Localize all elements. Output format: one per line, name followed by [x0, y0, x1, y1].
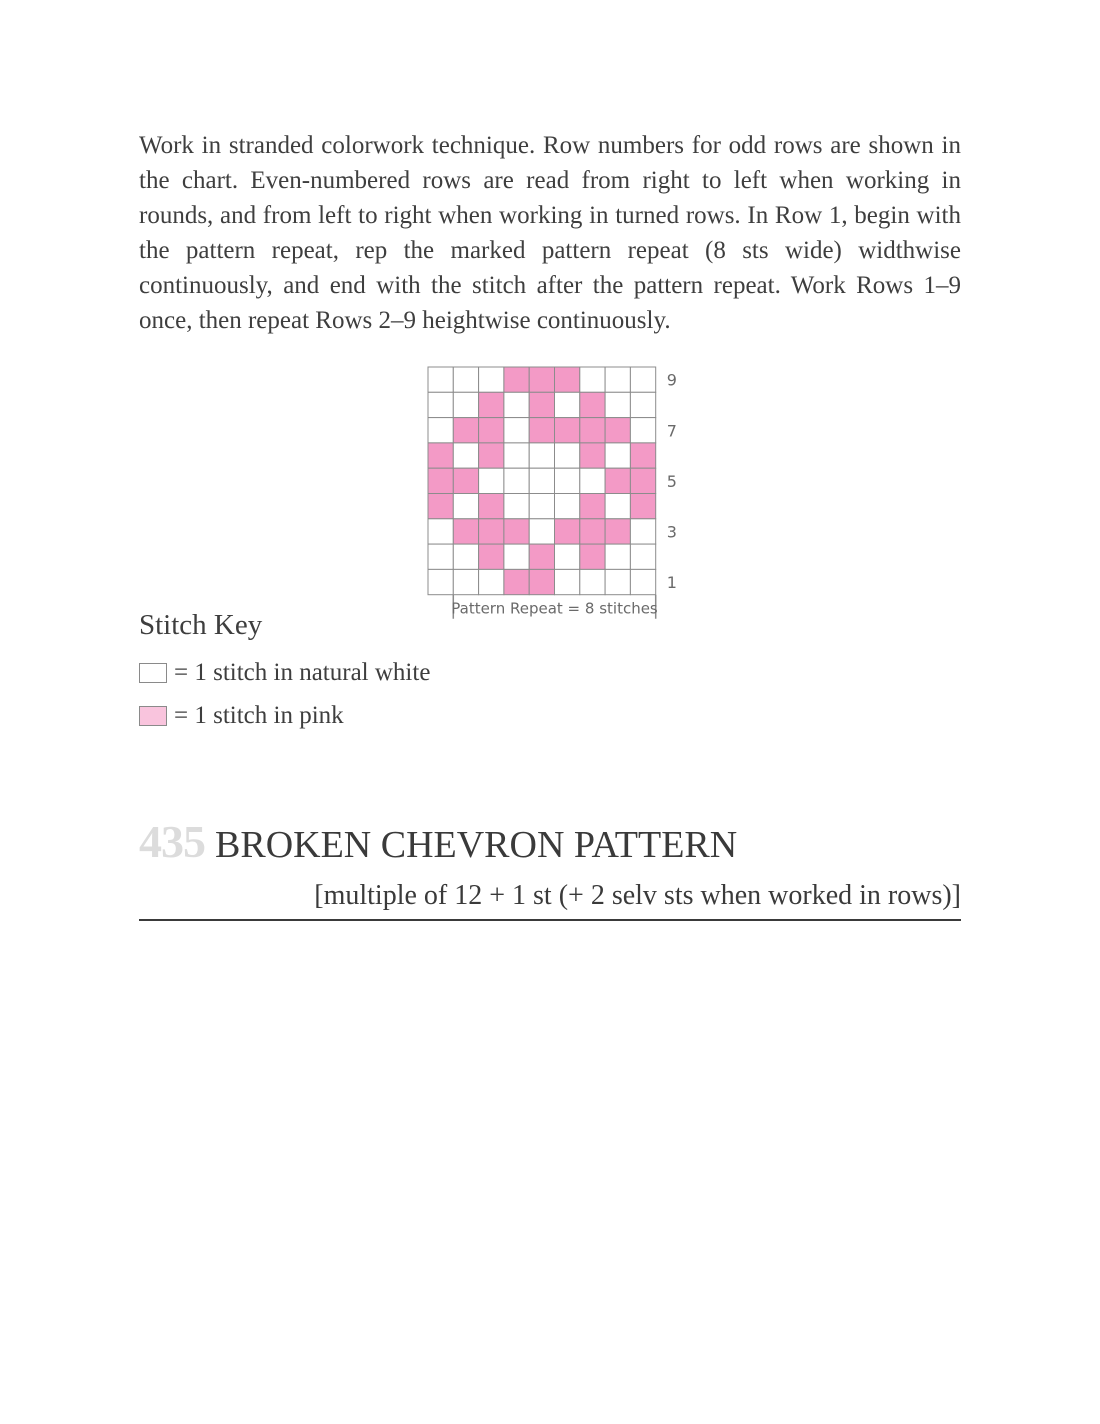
chart-cell-row4-col5: [529, 494, 554, 519]
chart-cell-row9-col6: [555, 367, 580, 392]
stitch-key-label-pink: = 1 stitch in pink: [174, 702, 344, 729]
chart-cell-row7-col9: [630, 418, 655, 443]
stitch-key-item-white: [139, 658, 430, 688]
row-label-7: 7: [666, 421, 677, 441]
chart-cell-row3-col5: [529, 519, 554, 544]
row-label-1: 1: [666, 573, 677, 593]
chart-cell-row5-col3: [479, 468, 504, 493]
white-swatch-icon: [139, 663, 167, 683]
colorwork-chart: [420, 360, 690, 618]
row-label-5: 5: [666, 471, 677, 491]
chart-cell-row2-col8: [605, 544, 630, 569]
chart-cell-row6-col4: [504, 443, 529, 468]
chart-cell-row4-col8: [605, 494, 630, 519]
chart-cell-row4-col2: [453, 494, 478, 519]
chart-cell-row5-col8: [605, 468, 630, 493]
chart-cell-row7-col6: [555, 418, 580, 443]
chart-cell-row1-col3: [479, 569, 504, 594]
chart-cell-row8-col1: [428, 392, 453, 417]
chart-cell-row5-col2: [453, 468, 478, 493]
heading-rule: [139, 919, 961, 921]
pattern-name: BROKEN CHEVRON PATTERN: [215, 824, 738, 866]
chart-cell-row6-col5: [529, 443, 554, 468]
stitch-key-item-pink: [139, 701, 344, 731]
chart-cell-row5-col9: [630, 468, 655, 493]
chart-cell-row6-col2: [453, 443, 478, 468]
stitch-key-title: Stitch Key: [139, 609, 263, 641]
chart-cell-row6-col3: [479, 443, 504, 468]
chart-cell-row5-col6: [555, 468, 580, 493]
chart-cell-row7-col5: [529, 418, 554, 443]
row-label-9: 9: [666, 370, 677, 390]
pattern-heading: [139, 815, 737, 868]
chart-cell-row4-col9: [630, 494, 655, 519]
pink-swatch-icon: [139, 706, 167, 726]
chart-cell-row2-col3: [479, 544, 504, 569]
chart-cell-row9-col3: [479, 367, 504, 392]
chart-cell-row6-col7: [580, 443, 605, 468]
chart-cell-row5-col7: [580, 468, 605, 493]
chart-cell-row6-col1: [428, 443, 453, 468]
chart-cell-row3-col4: [504, 519, 529, 544]
chart-cell-row1-col7: [580, 569, 605, 594]
chart-cell-row8-col6: [555, 392, 580, 417]
chart-cell-row9-col4: [504, 367, 529, 392]
stitch-key-label-white: = 1 stitch in natural white: [174, 659, 431, 686]
chart-cell-row2-col2: [453, 544, 478, 569]
chart-cell-row1-col9: [630, 569, 655, 594]
chart-cell-row7-col4: [504, 418, 529, 443]
chart-cell-row8-col8: [605, 392, 630, 417]
chart-cell-row4-col1: [428, 494, 453, 519]
chart-cell-row6-col8: [605, 443, 630, 468]
chart-cell-row9-col5: [529, 367, 554, 392]
chart-cell-row5-col5: [529, 468, 554, 493]
chart-cell-row2-col1: [428, 544, 453, 569]
chart-cell-row3-col2: [453, 519, 478, 544]
chart-cell-row1-col5: [529, 569, 554, 594]
chart-cell-row7-col7: [580, 418, 605, 443]
chart-cell-row3-col1: [428, 519, 453, 544]
chart-cell-row9-col8: [605, 367, 630, 392]
chart-cell-row9-col2: [453, 367, 478, 392]
chart-cell-row4-col4: [504, 494, 529, 519]
chart-cell-row9-col1: [428, 367, 453, 392]
chart-cell-row1-col6: [555, 569, 580, 594]
chart-cell-row5-col1: [428, 468, 453, 493]
chart-cell-row4-col6: [555, 494, 580, 519]
chart-cell-row3-col6: [555, 519, 580, 544]
chart-cell-row9-col7: [580, 367, 605, 392]
chart-cell-row8-col7: [580, 392, 605, 417]
chart-cell-row3-col7: [580, 519, 605, 544]
chart-cell-row2-col7: [580, 544, 605, 569]
chart-cell-row4-col7: [580, 494, 605, 519]
chart-cell-row8-col2: [453, 392, 478, 417]
pattern-subtitle: [multiple of 12 + 1 st (+ 2 selv sts when worked in rows)]: [314, 880, 961, 911]
instructions-text: Work in stranded colorwork technique. Row numbers for odd rows are shown in the chart. Even-numbered rows are read from right to left when working in rounds, and from left to right when working in turned rows. In Row 1, begin with the pattern repeat, rep the marked pattern repeat (8 sts wide) widthwise continuously, and end with the stitch after the pattern repeat. Work Rows 1–9 once, then repeat Rows 2–9 heightwise continuously.: [139, 132, 961, 334]
chart-cell-row2-col6: [555, 544, 580, 569]
chart-cell-row7-col2: [453, 418, 478, 443]
chart-cell-row8-col9: [630, 392, 655, 417]
chart-cell-row8-col3: [479, 392, 504, 417]
chart-cell-row3-col8: [605, 519, 630, 544]
chart-cell-row2-col5: [529, 544, 554, 569]
chart-cell-row1-col2: [453, 569, 478, 594]
chart-cell-row3-col9: [630, 519, 655, 544]
chart-cell-row1-col8: [605, 569, 630, 594]
chart-cell-row2-col4: [504, 544, 529, 569]
chart-cell-row1-col4: [504, 569, 529, 594]
chart-cell-row5-col4: [504, 468, 529, 493]
chart-cell-row7-col1: [428, 418, 453, 443]
chart-cell-row3-col3: [479, 519, 504, 544]
chart-cell-row8-col4: [504, 392, 529, 417]
chart-cell-row6-col9: [630, 443, 655, 468]
chart-cell-row9-col9: [630, 367, 655, 392]
chart-cell-row8-col5: [529, 392, 554, 417]
chart-cell-row7-col3: [479, 418, 504, 443]
chart-cell-row1-col1: [428, 569, 453, 594]
pattern-repeat-label: Pattern Repeat = 8 stitches: [451, 599, 658, 618]
chart-cell-row4-col3: [479, 494, 504, 519]
pattern-number: 435: [139, 816, 205, 867]
chart-cell-row7-col8: [605, 418, 630, 443]
chart-cell-row6-col6: [555, 443, 580, 468]
row-label-3: 3: [666, 522, 677, 542]
chart-cell-row2-col9: [630, 544, 655, 569]
